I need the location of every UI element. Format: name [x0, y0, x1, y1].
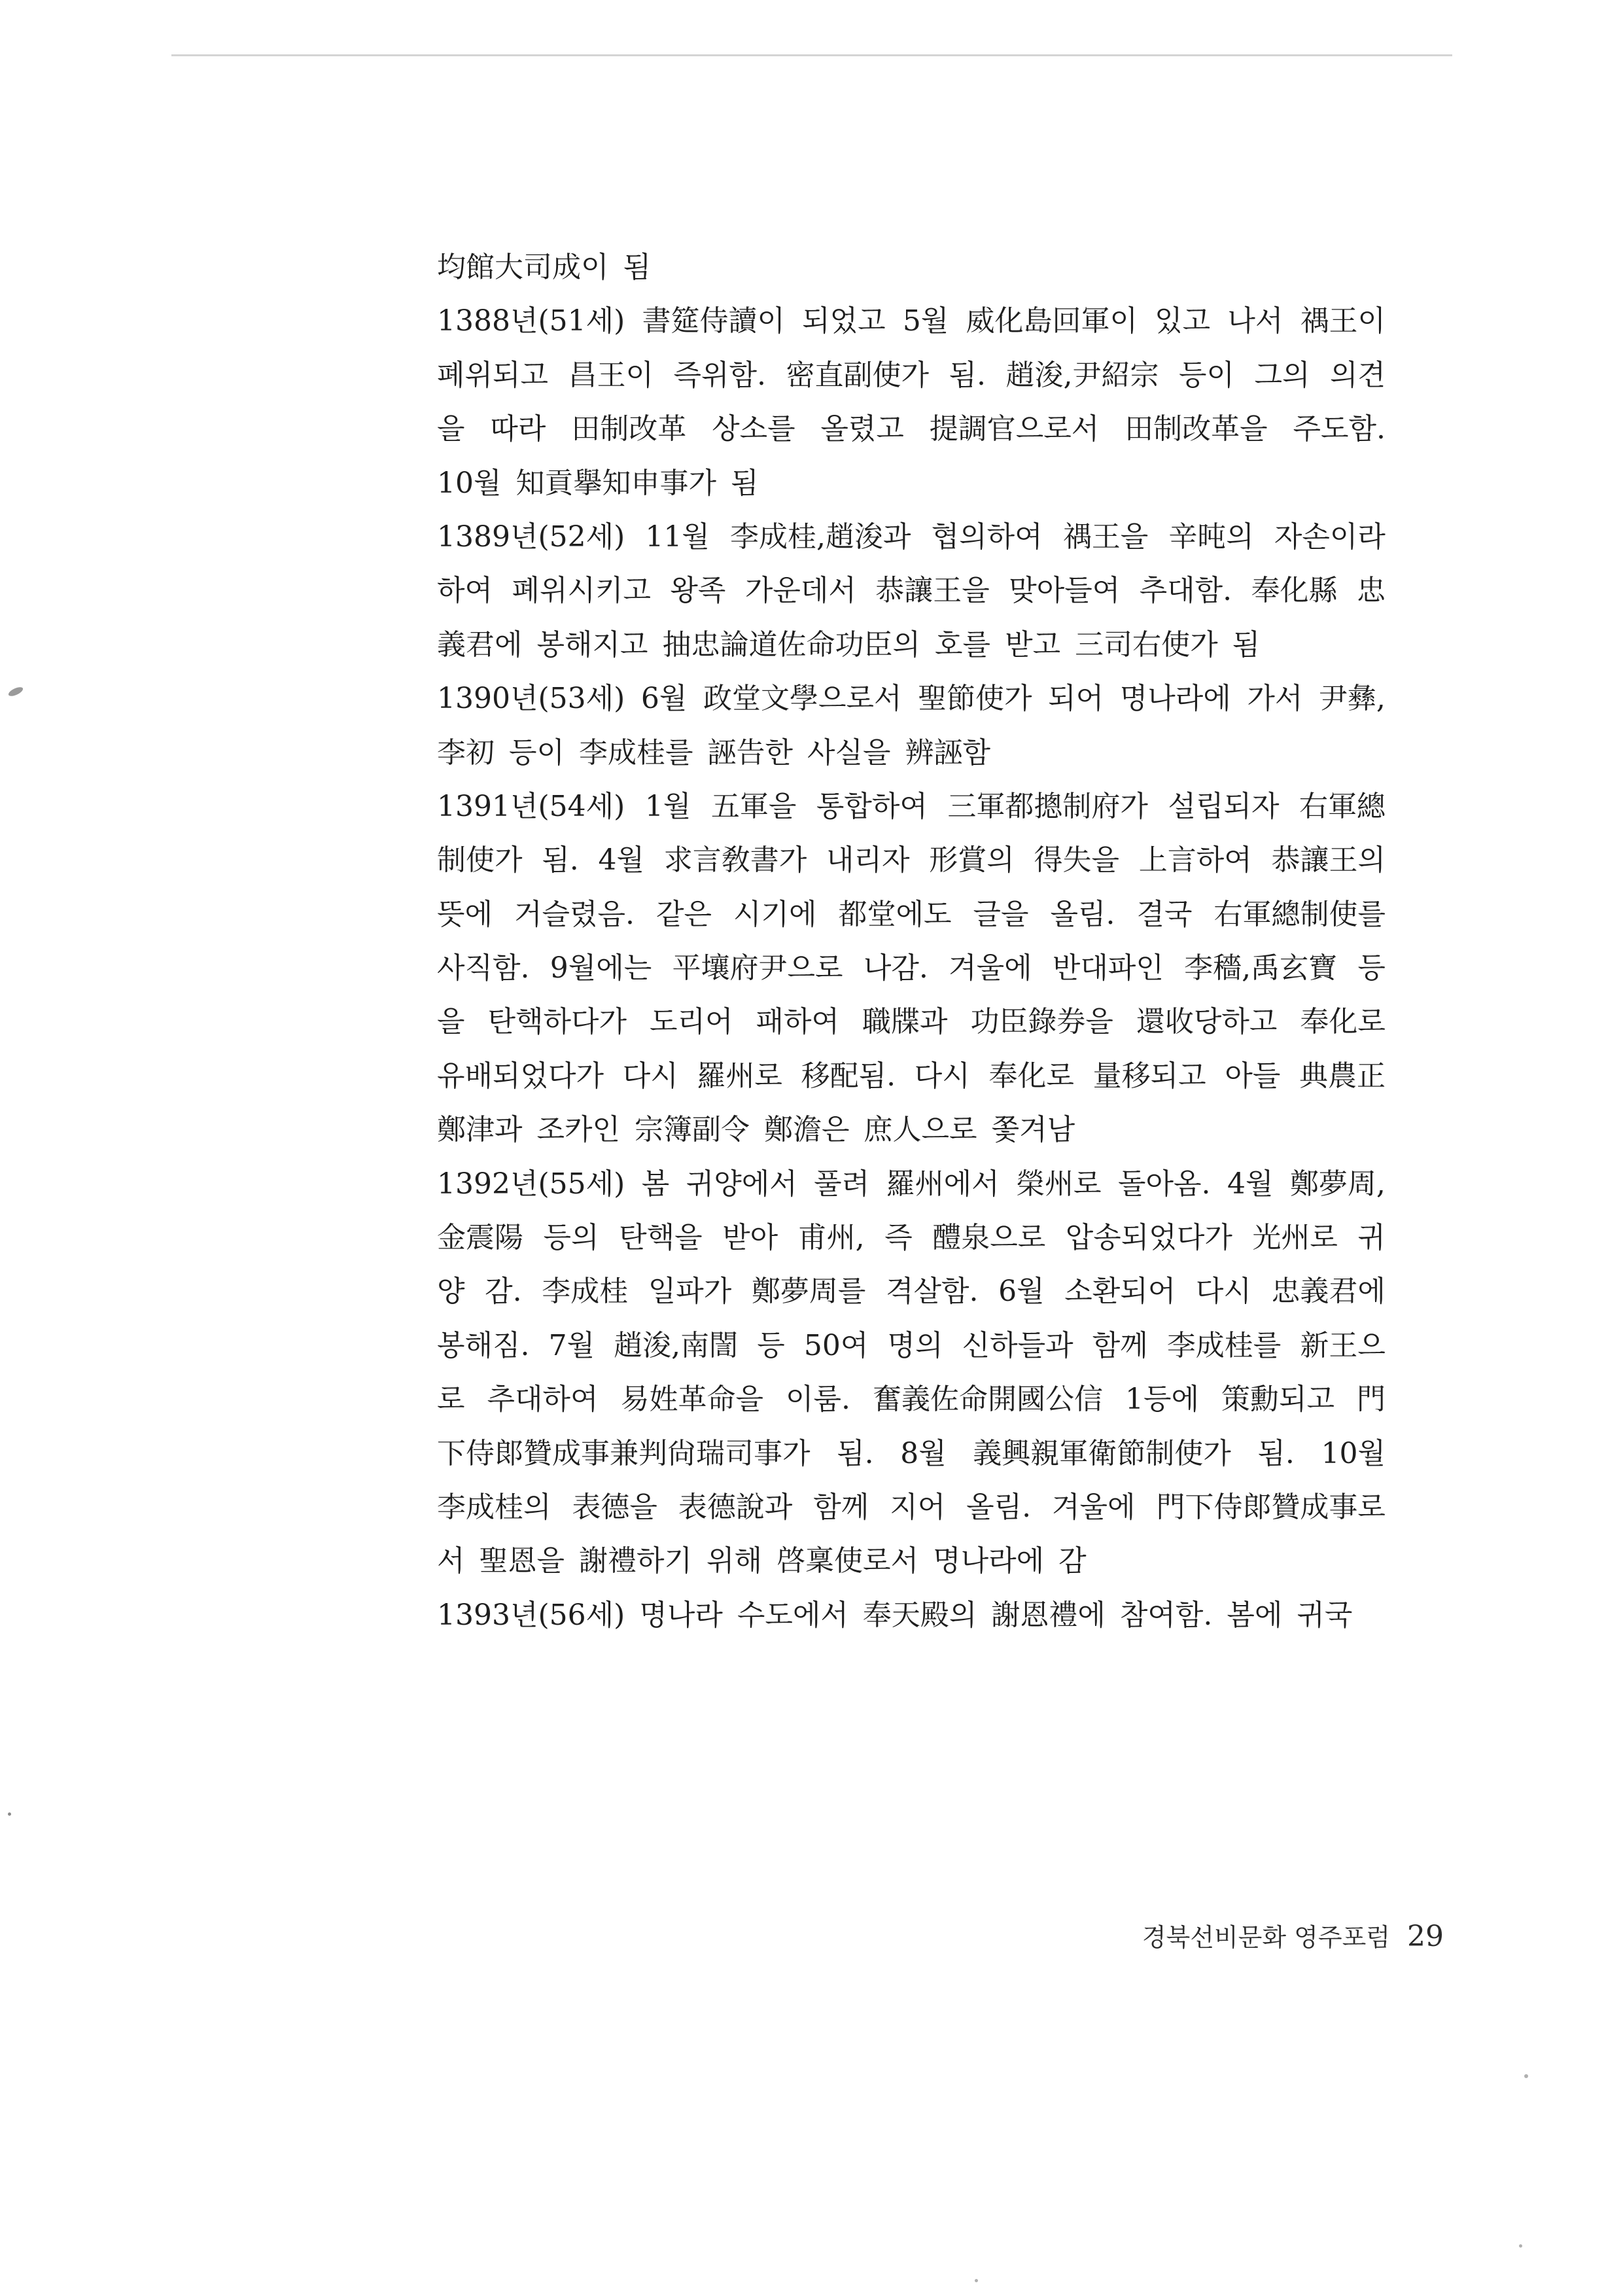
text-line: 制使가 됨. 4월 求言敎書가 내리자 形賞의 得失을 上言하여 恭讓王의 [437, 843, 1386, 877]
text-line: 均館大司成이 됨 [437, 251, 652, 284]
text-line: 1389년(52세) 11월 李成桂,趙浚과 협의하여 禑王을 辛旽의 자손이라 [437, 520, 1386, 554]
text-line: 1393년(56세) 명나라 수도에서 奉天殿의 謝恩禮에 참여함. 봄에 귀국 [437, 1598, 1353, 1632]
text-line: 李成桂의 表德을 表德說과 함께 지어 올림. 겨울에 門下侍郞贊成事로 [437, 1490, 1386, 1524]
text-line: 뜻에 거슬렸음. 같은 시기에 都堂에도 글을 올림. 결국 右軍總制使를 [437, 897, 1386, 931]
scan-speck [975, 2279, 978, 2282]
footer-title: 경북선비문화 영주포럼 [1142, 1923, 1390, 1952]
text-line: 을 탄핵하다가 도리어 패하여 職牒과 功臣錄券을 還收당하고 奉化로 [437, 1005, 1386, 1039]
text-line: 1391년(54세) 1월 五軍을 통합하여 三軍都摠制府가 설립되자 右軍總 [437, 789, 1386, 823]
text-line: 폐위되고 昌王이 즉위함. 密直副使가 됨. 趙浚,尹紹宗 등이 그의 의견 [437, 358, 1386, 392]
body-text [437, 241, 1386, 1642]
scan-speck [1524, 2074, 1528, 2078]
text-line: 義君에 봉해지고 抽忠論道佐命功臣의 호를 받고 三司右使가 됨 [437, 627, 1261, 662]
page-footer [1142, 1917, 1444, 1953]
text-line: 봉해짐. 7월 趙浚,南誾 등 50여 명의 신하들과 함께 李成桂를 新王으 [437, 1328, 1386, 1362]
page-number: 29 [1407, 1920, 1444, 1953]
text-line: 서 聖恩을 謝禮하기 위해 啓稟使로서 명나라에 감 [437, 1544, 1087, 1578]
text-line: 유배되었다가 다시 羅州로 移配됨. 다시 奉化로 量移되고 아들 典農正 [437, 1059, 1386, 1093]
text-line: 下侍郞贊成事兼判尙瑞司事가 됨. 8월 義興親軍衛節制使가 됨. 10월 [437, 1436, 1386, 1470]
text-line: 양 감. 李成桂 일파가 鄭夢周를 격살함. 6월 소환되어 다시 忠義君에 [437, 1275, 1386, 1309]
text-line: 하여 폐위시키고 왕족 가운데서 恭讓王을 맞아들여 추대함. 奉化縣 忠 [437, 574, 1386, 608]
text-line: 10월 知貢擧知申事가 됨 [437, 466, 759, 500]
text-line: 李初 등이 李成桂를 誣告한 사실을 辨誣함 [437, 735, 991, 769]
text-line: 1388년(51세) 書筵侍讀이 되었고 5월 威化島回軍이 있고 나서 禑王이 [437, 304, 1386, 338]
scan-speck [7, 685, 24, 698]
scan-speck [8, 1812, 11, 1816]
text-line: 1390년(53세) 6월 政堂文學으로서 聖節使가 되어 명나라에 가서 尹彝, [437, 682, 1386, 716]
text-line: 로 추대하여 易姓革命을 이룸. 奮義佐命開國公信 1등에 策勳되고 門 [437, 1383, 1386, 1417]
text-line: 金震陽 등의 탄핵을 받아 甫州, 즉 醴泉으로 압송되었다가 光州로 귀 [437, 1221, 1386, 1255]
top-rule [171, 54, 1452, 56]
text-line: 사직함. 9월에는 平壤府尹으로 나감. 겨울에 반대파인 李穡,禹玄寶 등 [437, 951, 1386, 985]
scan-speck [1519, 2244, 1522, 2248]
text-line: 1392년(55세) 봄 귀양에서 풀려 羅州에서 榮州로 돌아옴. 4월 鄭夢周, [437, 1167, 1386, 1201]
text-line: 을 따라 田制改革 상소를 올렸고 提調官으로서 田制改革을 주도함. [437, 412, 1386, 446]
text-line: 鄭津과 조카인 宗簿副令 鄭澹은 庶人으로 쫓겨남 [437, 1113, 1075, 1147]
